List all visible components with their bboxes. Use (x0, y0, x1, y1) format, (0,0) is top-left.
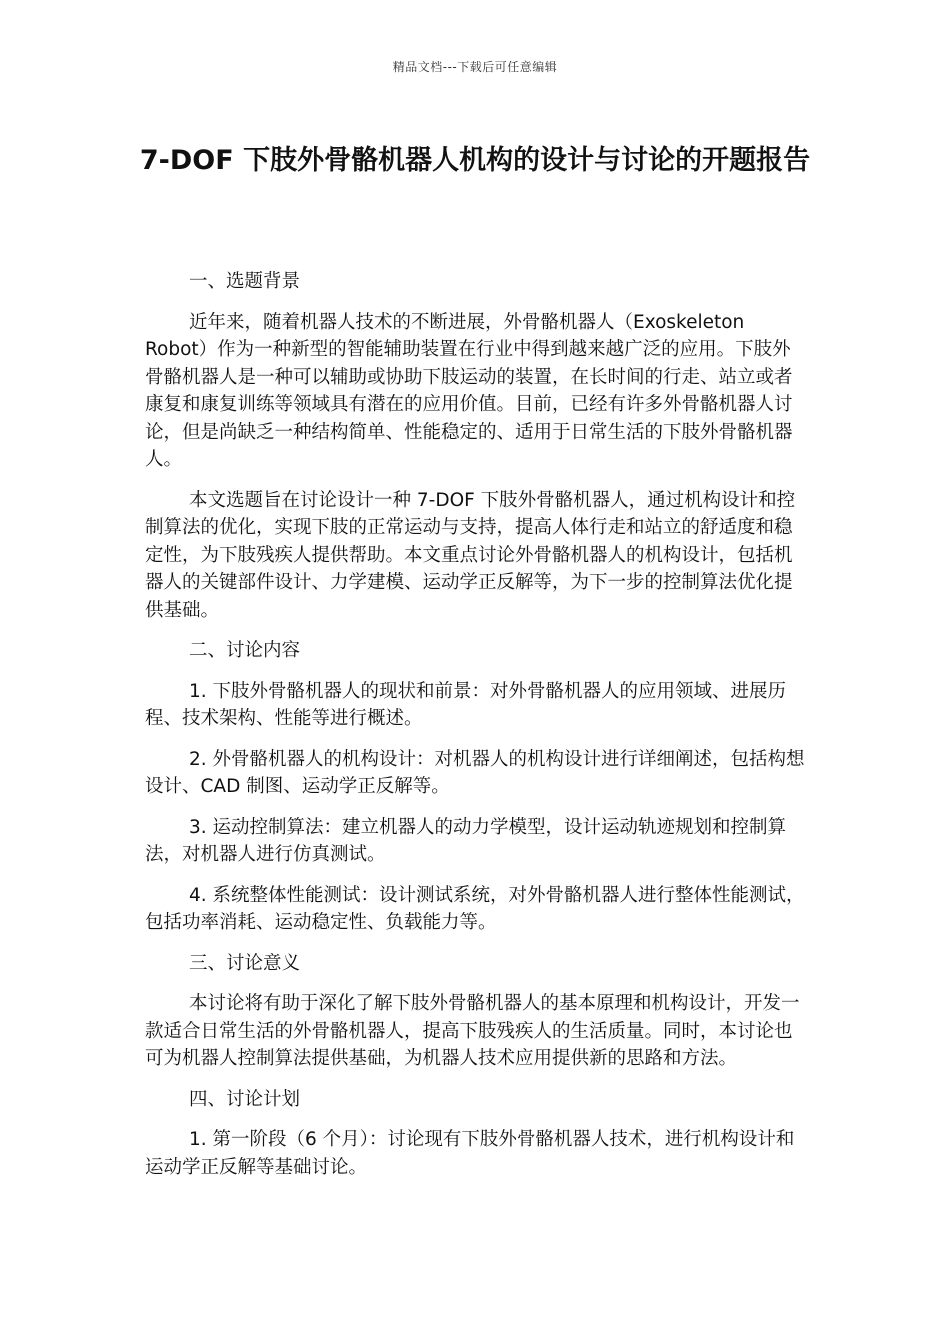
section-heading-plan: 四、讨论计划 (189, 1088, 301, 1110)
list-item: 3. 运动控制算法：建立机器人的动力学模型，设计运动轨迹规划和控制算法，对机器人进行仿真测试。 (145, 816, 787, 865)
list-item: 4. 系统整体性能测试：设计测试系统，对外骨骼机器人进行整体性能测试，包括功率消耗、运动稳定性、负载能力等。 (145, 884, 805, 933)
paragraph: 本讨论将有助于深化了解下肢外骨骼机器人的基本原理和机构设计，开发一款适合日常生活的外骨骼机器人，提高下肢残疾人的生活质量。同时，本讨论也可为机器人控制算法提供基础，为机器人技术应用提供新的思路和方法。 (145, 993, 800, 1069)
list-item: 2. 外骨骼机器人的机构设计：对机器人的机构设计进行详细阐述，包括构想设计、CAD 制图、运动学正反解等。 (145, 748, 805, 797)
section-heading-significance: 三、讨论意义 (189, 952, 301, 974)
document-body (145, 268, 805, 1194)
paragraph: 本文选题旨在讨论设计一种 7-DOF 下肢外骨骼机器人，通过机构设计和控制算法的优化，实现下肢的正常运动与支持，提高人体行走和站立的舒适度和稳定性，为下肢残疾人提供帮助。本文重点讨论外骨骼机器人的机构设计，包括机器人的关键部件设计、力学建模、运动学正反解等，为下一步的控制算法优化提供基础。 (145, 489, 796, 621)
list-item: 1. 第一阶段（6 个月）：讨论现有下肢外骨骼机器人技术，进行机构设计和运动学正反解等基础讨论。 (145, 1129, 795, 1178)
header-watermark: 精品文档---下载后可任意编辑 (392, 60, 558, 74)
section-heading-background: 一、选题背景 (189, 271, 301, 292)
list-item: 1. 下肢外骨骼机器人的现状和前景：对外骨骼机器人的应用领域、进展历程、技术架构、性能等进行概述。 (145, 680, 787, 729)
document-title: 7-DOF 下肢外骨骼机器人机构的设计与讨论的开题报告 (139, 145, 811, 176)
paragraph: 近年来，随着机器人技术的不断进展，外骨骼机器人（Exoskeleton Robot）作为一种新型的智能辅助装置在行业中得到越来越广泛的应用。下肢外骨骼机器人是一种可以辅助或协助下肢运动的装置，在长时间的行走、站立或者康复和康复训练等领域具有潜在的应用价值。目前，已经有许多外骨骼机器人讨论，但是尚缺乏一种结构简单、性能稳定的、适用于日常生活的下肢外骨骼机器人。 (145, 311, 793, 470)
section-heading-content: 二、讨论内容 (189, 640, 301, 661)
